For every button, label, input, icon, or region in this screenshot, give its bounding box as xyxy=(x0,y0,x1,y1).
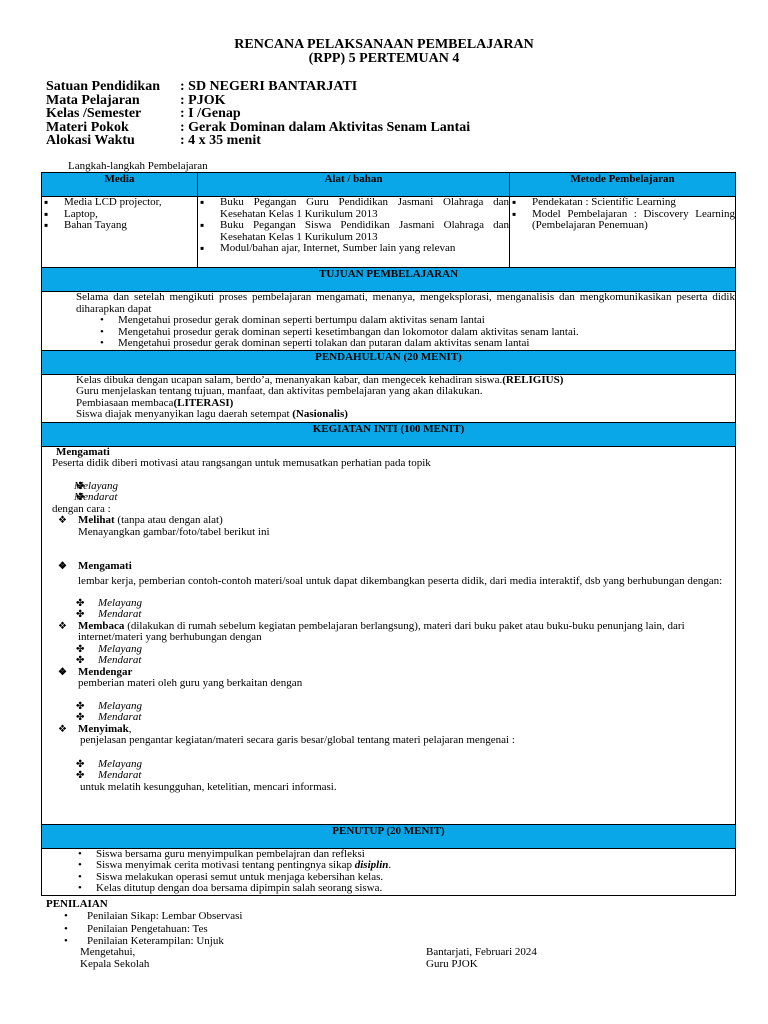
penutup-cell xyxy=(42,848,736,895)
col-header-alat: Alat / bahan xyxy=(198,173,510,197)
alat-cell xyxy=(198,197,510,268)
list-item: ✤ Melayang xyxy=(52,759,729,771)
list-item: ✤ Melayang xyxy=(52,481,729,493)
list-item: ▪ Buku Pegangan Siswa Pendidikan Jasmani Olahraga dan Kesehatan Kelas 1 Kurikulum 2013 xyxy=(198,220,509,243)
list-item: • Mengetahui prosedur gerak dominan seperti bertumpu dalam aktivitas senam lantai xyxy=(74,315,735,327)
signature-place-date: Bantarjati, Februari 2024 xyxy=(426,946,537,958)
pendahuluan-cell xyxy=(42,374,736,422)
list-item: • Kelas ditutup dengan doa bersama dipimpin salah seorang siswa. xyxy=(52,883,735,895)
langkah-label: Langkah-langkah Pembelajaran xyxy=(68,160,208,172)
melihat-desc: Menayangkan gambar/foto/tabel berikut ini xyxy=(78,525,270,538)
identity-row xyxy=(46,121,470,135)
identity-key: Satuan Pendidikan xyxy=(46,79,160,94)
section-header-pendahuluan: PENDAHULUAN (20 MENIT) xyxy=(42,350,736,374)
identity-row xyxy=(46,80,470,94)
col-header-metode: Metode Pembelajaran xyxy=(510,173,736,197)
identity-key: Materi Pokok xyxy=(46,119,129,135)
list-item: ▪ Modul/bahan ajar, Internet, Sumber lain yang relevan xyxy=(198,243,509,255)
mendengar-text: pemberian materi oleh guru yang berkaitan dengan xyxy=(78,677,303,689)
signature-role: Guru PJOK xyxy=(426,958,478,971)
list-item: • Siswa bersama guru menyimpulkan pembelajran dan refleksi xyxy=(52,849,735,861)
membaca-item: ❖ Membaca (dilakukan di rumah sebelum kegiatan pembelajaran berlangsung), materi dari buku paket atau buku-buku penunjang lain, dari internet/materi yang berhubungan dengan xyxy=(52,621,729,644)
col-header-media: Media xyxy=(42,173,198,197)
list-item: • Siswa melakukan operasi semut untuk menjaga kebersihan kelas. xyxy=(52,872,735,884)
identity-value: : PJOK xyxy=(180,92,226,108)
list-item: ▪ Media LCD projector, xyxy=(42,197,197,209)
list-item: • Mengetahui prosedur gerak dominan seperti kesetimbangan dan lokomotor dalam aktivitas senam lantai. xyxy=(74,327,735,339)
mendengar-title: ❖ Mendengar xyxy=(52,667,729,679)
identity-value: : I /Genap xyxy=(180,106,241,122)
identity-value: : Gerak Dominan dalam Aktivitas Senam Lantai xyxy=(180,119,471,135)
identity-block xyxy=(46,80,470,148)
inti-closing: untuk melatih kesungguhan, ketelitian, mencari informasi. xyxy=(80,780,337,793)
identity-row xyxy=(46,134,470,148)
identity-key: Kelas /Semester xyxy=(46,106,142,122)
list-item: ✤ Mendarat xyxy=(52,492,729,504)
identity-key: Alokasi Waktu xyxy=(46,133,135,149)
list-item: ▪ Bahan Tayang xyxy=(42,220,197,232)
list-item: ✤ Melayang xyxy=(52,644,729,656)
doc-title-line1: RENCANA PELAKSANAAN PEMBELAJARAN xyxy=(234,37,534,52)
list-item: ✤ Mendarat xyxy=(52,609,729,621)
tujuan-cell xyxy=(42,292,736,351)
section-header-inti: KEGIATAN INTI (100 MENIT) xyxy=(42,422,736,446)
pendahuluan-line: Siswa diajak menyanyikan lagu daerah setempat (Nasionalis) xyxy=(76,408,348,420)
list-item: ▪ Pendekatan : Scientific Learning xyxy=(510,197,735,209)
identity-row xyxy=(46,94,470,108)
mengamati2-title: ❖ Mengamati xyxy=(52,561,729,573)
signature-role: Kepala Sekolah xyxy=(80,958,150,971)
pendahuluan-line: Pembiasaan membaca(LITERASI) xyxy=(76,396,234,409)
signature-left xyxy=(80,946,149,971)
mengamati-text: Peserta didik diberi motivasi atau rangsangan untuk memusatkan perhatian pada topik xyxy=(52,457,431,469)
list-item: ▪ Buku Pegangan Guru Pendidikan Jasmani Olahraga dan Kesehatan Kelas 1 Kurikulum 2013 xyxy=(198,197,509,220)
identity-value: : SD NEGERI BANTARJATI xyxy=(180,79,358,94)
list-item: • Penilaian Pengetahuan: Tes xyxy=(46,923,766,935)
pendahuluan-line: Guru menjelaskan tentang tujuan, manfaat, dan aktivitas pembelajaran yang akan dilakukan. xyxy=(76,385,483,397)
identity-row xyxy=(46,107,470,121)
list-item: • Penilaian Keterampilan: Unjuk xyxy=(46,935,766,947)
list-item: ✤ Mendarat xyxy=(52,655,729,667)
list-item: ▪ Laptop, xyxy=(42,209,197,221)
media-cell xyxy=(42,197,198,268)
menyimak-item: ❖ Menyimak, xyxy=(52,724,729,736)
penilaian-heading: PENILAIAN xyxy=(46,898,108,910)
mengamati-title: Mengamati xyxy=(56,445,110,458)
identity-value: : 4 x 35 menit xyxy=(180,133,261,149)
list-item: ✤ Melayang xyxy=(52,598,729,610)
signature-label: Mengetahui, xyxy=(80,946,136,958)
list-item: ✤ Mendarat xyxy=(52,770,729,782)
penilaian-section xyxy=(46,898,766,948)
list-item: • Mengetahui prosedur gerak dominan seperti tolakan dan putaran dalam aktivitas senam lantai xyxy=(74,338,735,350)
identity-key: Mata Pelajaran xyxy=(46,92,140,108)
list-item: • Penilaian Sikap: Lembar Observasi xyxy=(46,910,766,922)
list-item: ▪ Model Pembelajaran : Discovery Learning (Pembelajaran Penemuan) xyxy=(510,209,735,232)
lesson-table xyxy=(41,172,736,896)
pendahuluan-line: Kelas dibuka dengan ucapan salam, berdo’a, menanyakan kabar, dan mengecek kehadiran siswa.(RELIGIUS) xyxy=(76,373,564,386)
inti-cell xyxy=(42,446,736,824)
tujuan-intro: Selama dan setelah mengikuti proses pembelajaran mengamati, menanya, mengeksplorasi, menganalisis dan mengkomunikasikan peserta didik diharapkan dapat xyxy=(76,291,735,315)
doc-title-line2: (RPP) 5 PERTEMUAN 4 xyxy=(308,51,460,66)
mengamati2-text: lembar kerja, pemberian contoh-contoh materi/soal untuk dapat dikembangkan peserta didik, dari media interaktif, dsb yang berhubungan dengan: xyxy=(78,574,723,587)
section-header-penutup: PENUTUP (20 MENIT) xyxy=(42,824,736,848)
list-item: ✤ Melayang xyxy=(52,701,729,713)
metode-cell xyxy=(510,197,736,268)
melihat-item: ❖ Melihat (tanpa atau dengan alat) xyxy=(52,515,729,527)
list-item: • Siswa menyimak cerita motivasi tentang pentingnya sikap disiplin. xyxy=(52,860,735,872)
signature-right xyxy=(426,946,537,971)
list-item: ✤ Mendarat xyxy=(52,712,729,724)
section-header-tujuan: TUJUAN PEMBELAJARAN xyxy=(42,268,736,292)
menyimak-text: penjelasan pengantar kegiatan/materi secara garis besar/global tentang materi pelajaran mengenai : xyxy=(80,734,515,746)
dengan-cara: dengan cara : xyxy=(52,502,111,515)
